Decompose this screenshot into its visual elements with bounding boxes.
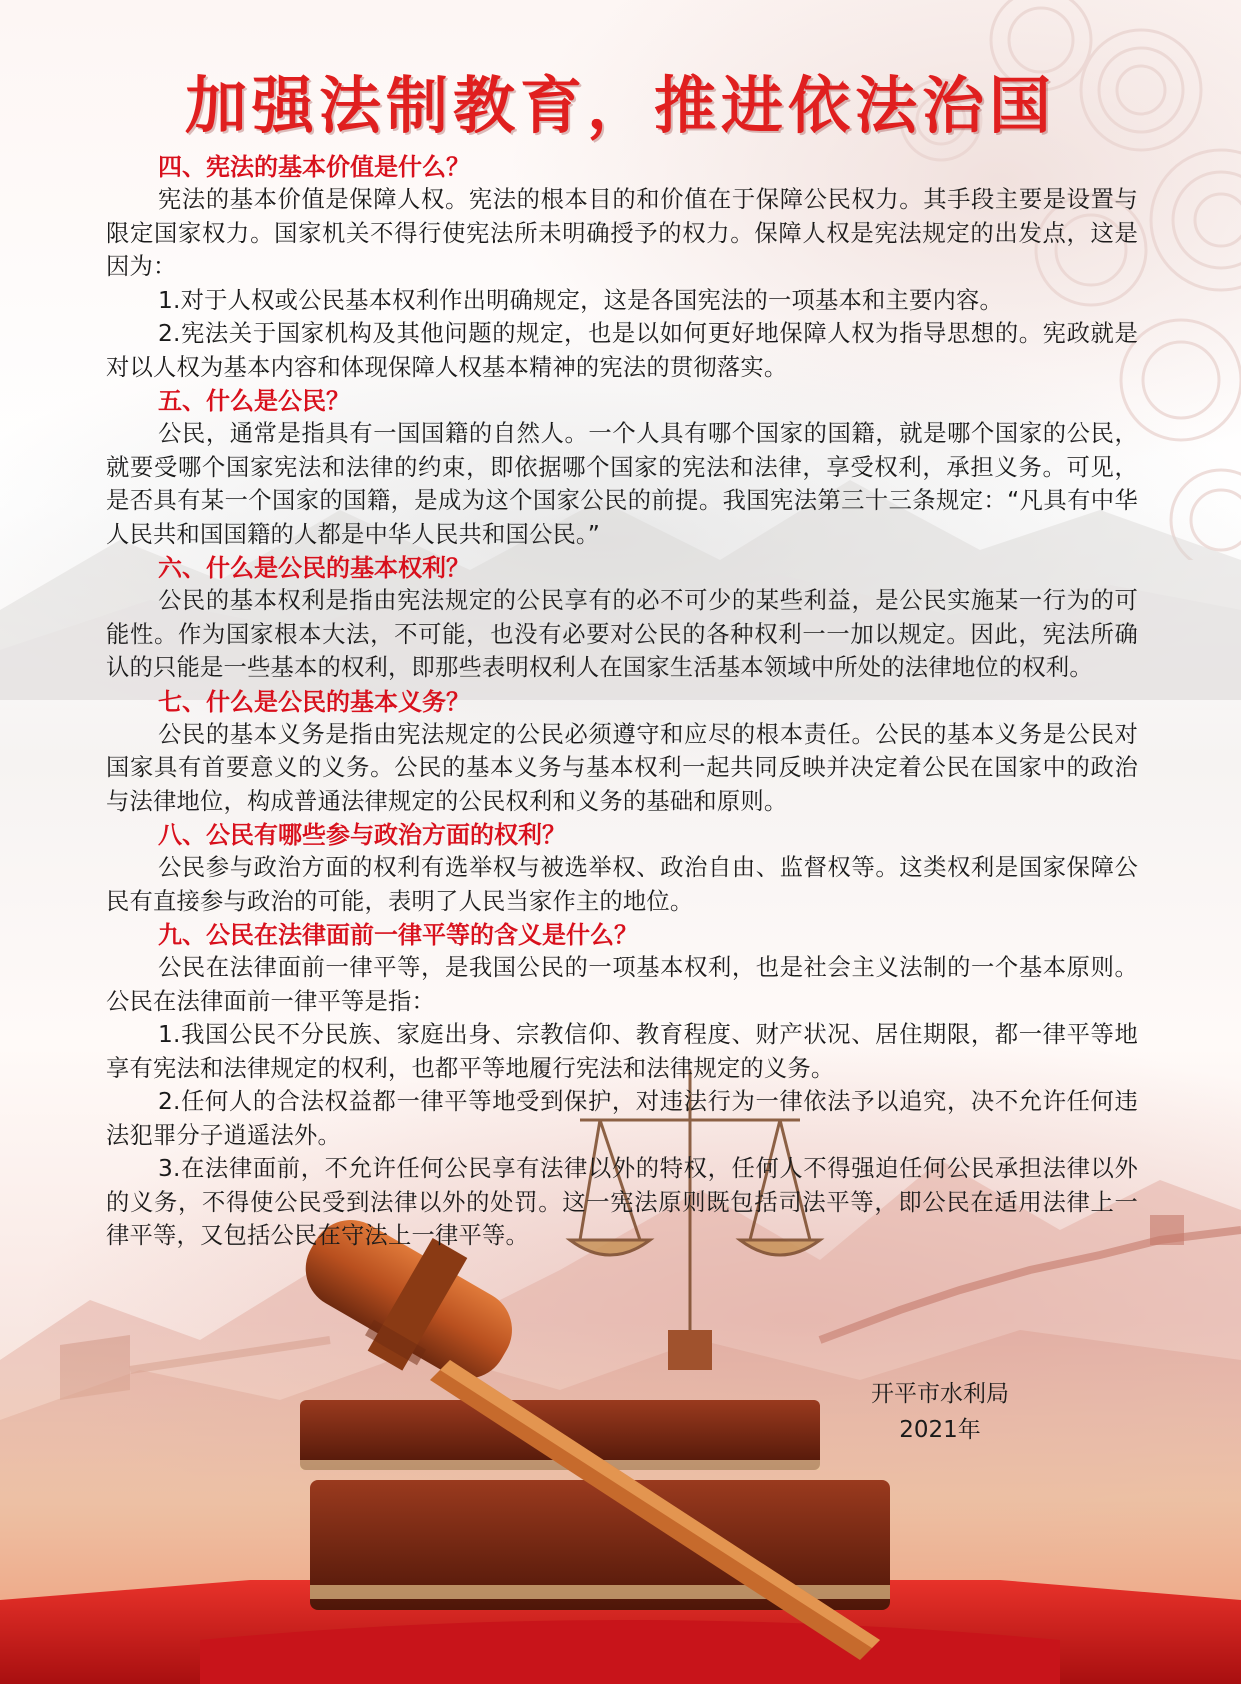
section-heading: 六、什么是公民的基本权利？: [158, 553, 470, 582]
paragraph: 2.宪法关于国家机构及其他问题的规定，也是以如何更好地保障人权为指导思想的。宪政就是对以人权为基本内容和体现保障人权基本精神的宪法的贯彻落实。: [106, 320, 1138, 381]
organization-name: 开平市水利局: [871, 1381, 1009, 1407]
year-label: 2021年: [899, 1417, 981, 1443]
section-heading: 七、什么是公民的基本义务？: [158, 686, 470, 716]
paragraph: 1.我国公民不分民族、家庭出身、宗教信仰、教育程度、财产状况、居住期限，都一律平等地享有宪法和法律规定的权利，也都平等地履行宪法和法律规定的义务。: [106, 1021, 1138, 1082]
paragraph: 公民的基本权利是指由宪法规定的公民享有的必不可少的某些利益，是公民实施某一行为的可能性。作为国家根本大法，不可能，也没有必要对公民的各种权利一一加以规定。因此，宪法所确认的只能是一些基本的权利，即那些表明权利人在国家生活基本领域中所处的法律地位的权利。: [106, 587, 1138, 681]
paragraph: 公民参与政治方面的权利有选举权与被选举权、政治自由、监督权等。这类权利是国家保障公民有直接参与政治的可能，表明了人民当家作主的地位。: [106, 854, 1138, 915]
paragraph: 公民的基本义务是指由宪法规定的公民必须遵守和应尽的根本责任。公民的基本义务是公民对国家具有首要意义的义务。公民的基本义务与基本权利一起共同反映并决定着公民在国家中的政治与法律地位，构成普通法律规定的公民权利和义务的基础和原则。: [106, 720, 1138, 815]
section-heading: 四、宪法的基本价值是什么？: [158, 152, 470, 181]
section-heading: 五、什么是公民？: [158, 386, 350, 415]
section-heading: 九、公民在法律面前一律平等的含义是什么？: [158, 920, 638, 949]
footer-signature: [840, 1376, 1040, 1448]
article-content: [106, 150, 1138, 1253]
paragraph: 公民，通常是指具有一国国籍的自然人。一个人具有哪个国家的国籍，就是哪个国家的公民，就要受哪个国家宪法和法律的约束，即依据哪个国家的宪法和法律，享受权利，承担义务。可见，是否具有某一个国家的国籍，是成为这个国家公民的前提。我国宪法第三十三条规定：“凡具有中华人民共和国国籍的人都是中华人民共和国公民。”: [106, 420, 1138, 548]
paragraph: 2.任何人的合法权益都一律平等地受到保护，对违法行为一律依法予以追究，决不允许任何违法犯罪分子逍遥法外。: [106, 1088, 1138, 1149]
section-heading: 八、公民有哪些参与政治方面的权利？: [158, 820, 566, 849]
paragraph: 宪法的基本价值是保障人权。宪法的根本目的和价值在于保障公民权力。其手段主要是设置与限定国家权力。国家机关不得行使宪法所未明确授予的权力。保障人权是宪法规定的出发点，这是因为：: [106, 186, 1138, 280]
poster-title: 加强法制教育，推进依法治国: [184, 69, 1056, 142]
paragraph: 1.对于人权或公民基本权利作出明确规定，这是各国宪法的一项基本和主要内容。: [158, 286, 1004, 314]
paragraph: 3.在法律面前，不允许任何公民享有法律以外的特权，任何人不得强迫任何公民承担法律以外的义务，不得使公民受到法律以外的处罚。这一宪法原则既包括司法平等，即公民在适用法律上一律平等，又包括公民在守法上一律平等。: [106, 1155, 1138, 1249]
paragraph: 公民在法律面前一律平等，是我国公民的一项基本权利，也是社会主义法制的一个基本原则。公民在法律面前一律平等是指：: [106, 954, 1138, 1015]
